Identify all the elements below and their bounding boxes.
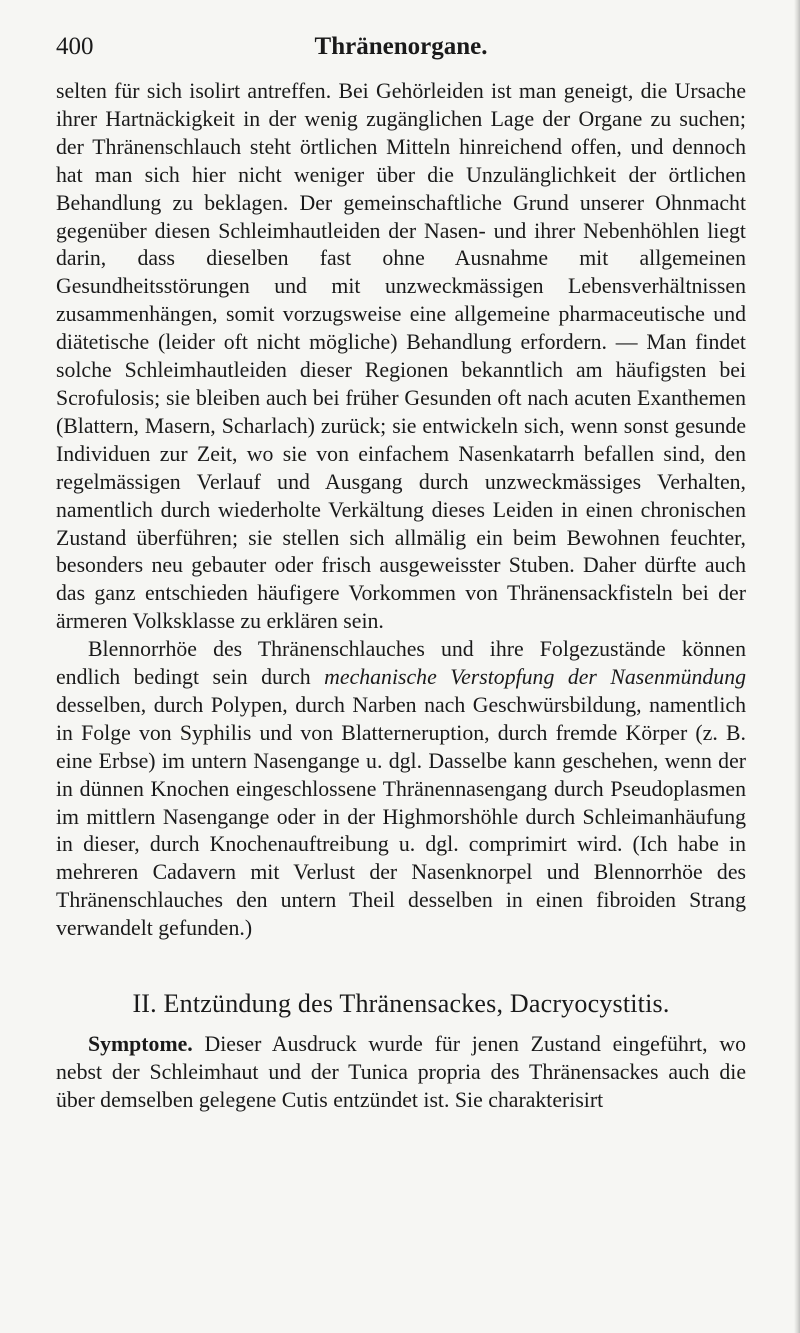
paragraph-2 (56, 636, 746, 943)
paragraph-2-before: Blennorrhöe des Thränenschlauches und ihre Folgezustände können endlich bedingt sein durch (56, 637, 746, 690)
emphasis-mechanische-verstopfung: mechanische Verstopfung der Nasenmündung (324, 665, 746, 690)
paragraph-2-after: desselben, durch Polypen, durch Narben nach Geschwürsbildung, namentlich in Folge von Syphilis und von Blatterneruption, durch fremde Körper (z. B. eine Erbse) im untern Nasengange u. dgl. Dasselbe kann geschehen, wenn der in dünnen Knochen eingeschlossene Thränennasengang durch Pseudoplasmen im mittlern Nasengange oder in der Highmorshöhle durch Schleimanhäufung in dieser, durch Knochenauftreibung u. dgl. comprimirt wird. (Ich habe in mehreren Cadavern mit Verlust der Nasenknorpel und Blennorrhöe des Thränenschlauches den untern Theil desselben in einen fibroiden Strang verwandelt gefunden.) (56, 692, 746, 941)
page-edge (794, 0, 800, 1333)
page-body (56, 78, 746, 1115)
running-title: Thränenorgane. (314, 33, 488, 60)
section-paragraph (56, 1031, 746, 1115)
section-text: Dieser Ausdruck wurde für jenen Zustand eingeführt, wo nebst der Schleimhaut und der Tunica propria des Thränensackes auch die über demselben gelegene Cutis entzündet ist. Sie charakterisirt (56, 1032, 746, 1112)
section-heading: II. Entzündung des Thränensackes, Dacryocystitis. (132, 989, 670, 1019)
page-header (56, 30, 746, 64)
run-in-heading: Symptome. (88, 1032, 193, 1057)
paragraph-1: selten für sich isolirt antreffen. Bei Gehörleiden ist man geneigt, die Ursache ihrer Hartnäckigkeit in der wenig zugänglichen Lage der Organe zu suchen; der Thränenschlauch steht örtlichen Mitteln hinreichend offen, und dennoch hat man sich hier nicht weniger über die Unzulänglichkeit der örtlichen Behandlung zu beklagen. Der gemeinschaftliche Grund unserer Ohnmacht gegenüber diesen Schleimhautleiden der Nasen- und ihrer Nebenhöhlen liegt darin, dass dieselben fast ohne Ausnahme mit allgemeinen Gesundheitsstörungen und mit unzweckmässigen Lebensverhältnissen zusammenhängen, somit vorzugsweise eine allgemeine pharmaceutische und diätetische (leider oft nicht mögliche) Behandlung erfordern. — Man findet solche Schleimhautleiden dieser Regionen bekanntlich am häufigsten bei Scrofulosis; sie bleiben auch bei früher Gesunden oft nach acuten Exanthemen (Blattern, Masern, Scharlach) zurück; sie entwickeln sich, wenn sonst gesunde Individuen zur Zeit, wo sie von einfachem Nasenkatarrh befallen sind, den regelmässigen Verlauf und Ausgang durch unzweckmässiges Verhalten, namentlich durch wiederholte Verkältung dieses Leiden in einen chronischen Zustand überführen; sie stellen sich allmälig ein beim Bewohnen feuchter, besonders neu gebauter oder frisch ausgeweisster Stuben. Daher dürfte auch das ganz entschieden häufigere Vorkommen von Thränensackfisteln bei der ärmeren Volksklasse zu erklären sein. (56, 79, 746, 634)
page-number: 400 (56, 33, 94, 60)
